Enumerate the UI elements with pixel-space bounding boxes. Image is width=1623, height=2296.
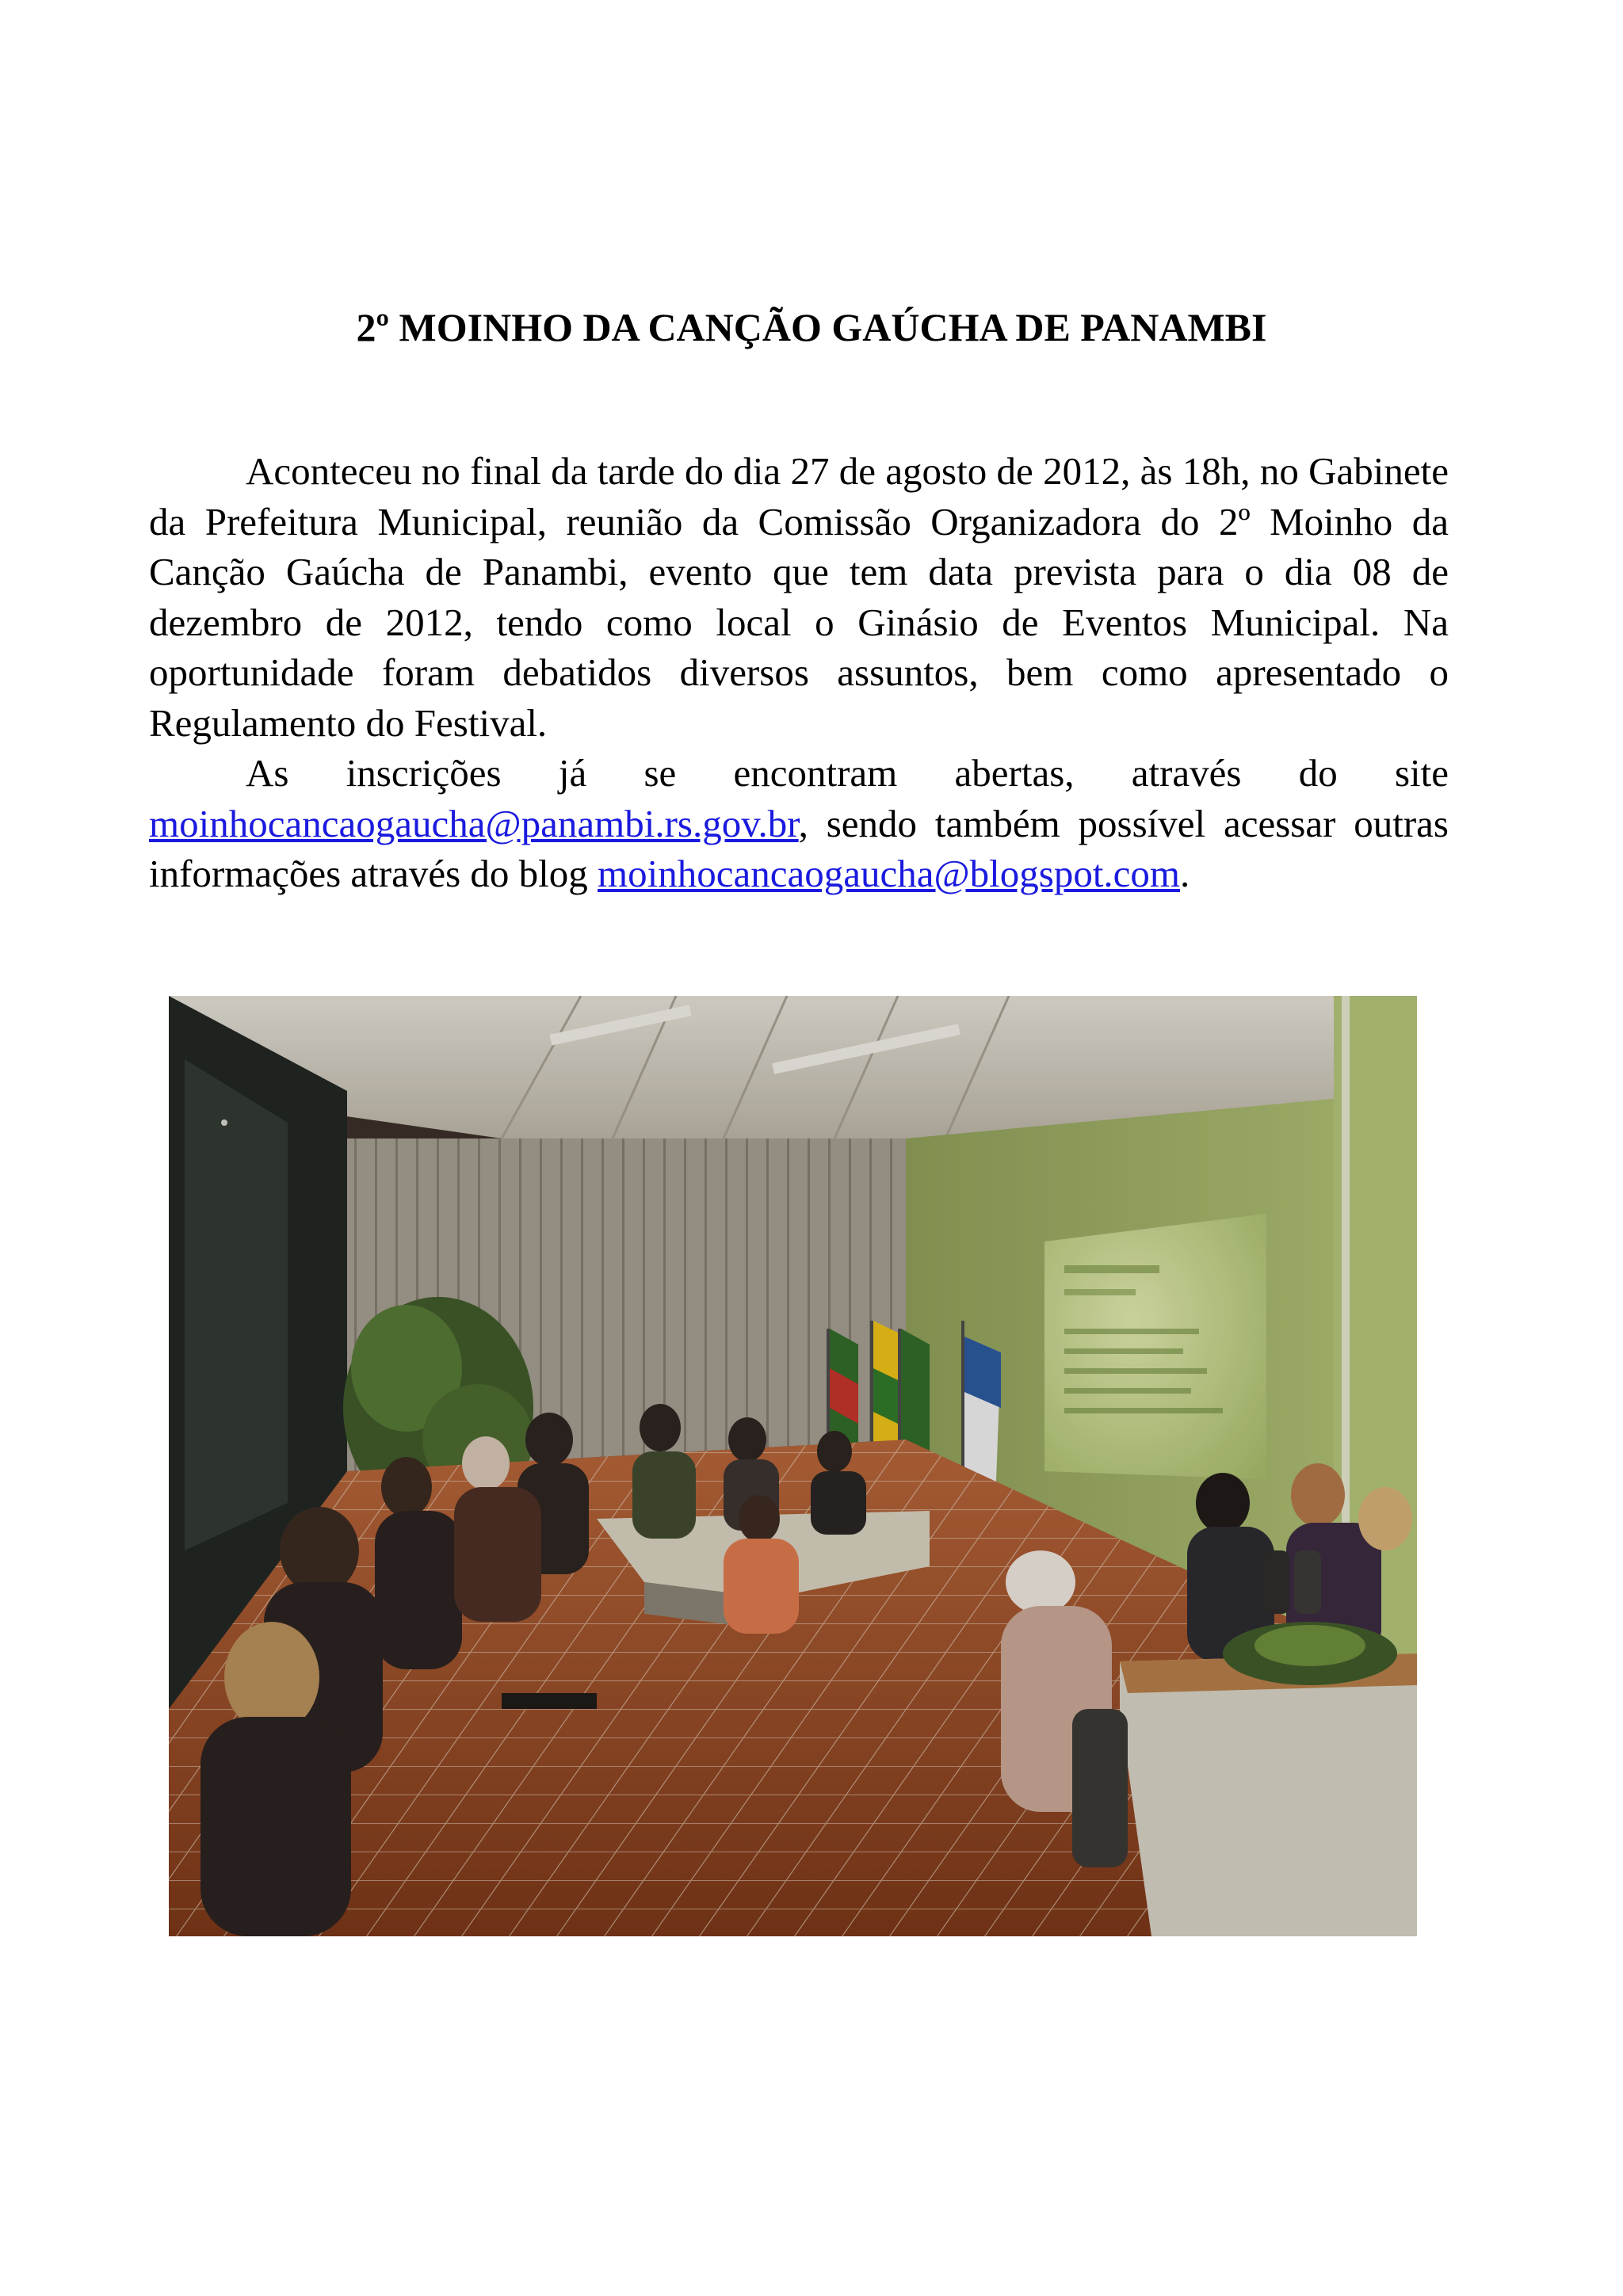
- paragraph-2-text-1: As inscrições já se encontram abertas, através do site: [246, 751, 1449, 795]
- paragraph-2: [149, 748, 1449, 899]
- blog-link[interactable]: moinhocancaogaucha@blogspot.com: [598, 852, 1181, 895]
- paragraph-2-text-2: , sendo também possível acessar outras informações através do blog: [149, 801, 1449, 895]
- website-link[interactable]: moinhocancaogaucha@panambi.rs.gov.br: [149, 801, 799, 845]
- page-title: 2º MOINHO DA CANÇÃO GAÚCHA DE PANAMBI: [356, 305, 1267, 349]
- article-body: [149, 446, 1449, 899]
- meeting-photo: [169, 996, 1417, 1936]
- paragraph-1: Aconteceu no final da tarde do dia 27 de agosto de 2012, às 18h, no Gabinete da Prefeitura Municipal, reunião da Comissão Organizadora do 2º Moinho da Canção Gaúcha de Panambi, evento que tem data prevista para o dia 08 de dezembro de 2012, tendo como local o Ginásio de Eventos Municipal. Na oportunidade foram debatidos diversos assuntos, bem como apresentado o Regulamento do Festival.: [149, 449, 1449, 745]
- paragraph-2-end: .: [1180, 852, 1190, 895]
